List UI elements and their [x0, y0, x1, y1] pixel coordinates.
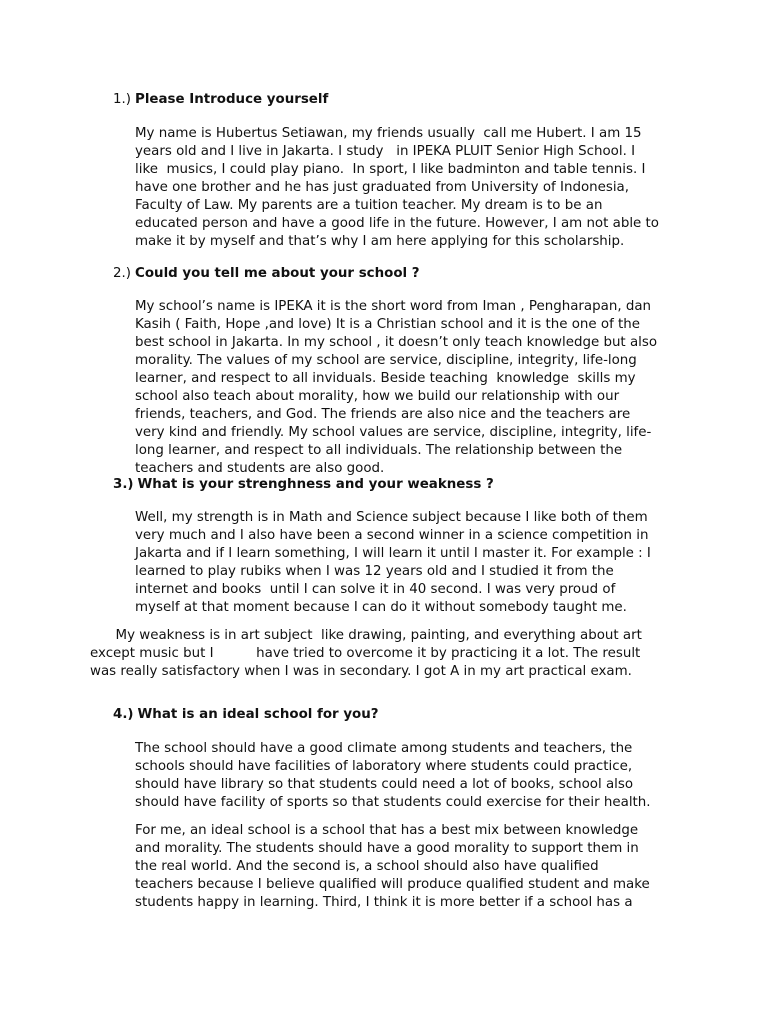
answer-paragraph-3 [135, 509, 651, 617]
question-heading-3 [113, 476, 494, 494]
question-heading-4 [113, 706, 379, 724]
text-line: should have facility of sports so that students could exercise for their health. [135, 795, 651, 810]
answer-paragraph-4a [135, 740, 651, 812]
text-line: students happy in learning. Third, I think it is more better if a school has a [135, 895, 633, 910]
text-line: My school’s name is IPEKA it is the short word from Iman , Pengharapan, dan [135, 299, 652, 314]
text-line: make it by myself and that’s why I am here applying for this scholarship. [135, 234, 625, 249]
text-line: school also teach about morality, how we build our relationship with our [135, 389, 620, 404]
question-title: Please Introduce yourself [135, 92, 329, 107]
question-number: 3.) [113, 477, 134, 492]
text-line: Faculty of Law. My parents are a tuition teacher. My dream is to be an [135, 198, 603, 213]
text-line: Kasih ( Faith, Hope ,and love) It is a Christian school and it is the one of the [135, 317, 641, 332]
text-line: the real world. And the second is, a school should also have qualified [135, 859, 599, 874]
text-line: For me, an ideal school is a school that has a best mix between knowledge [135, 823, 639, 838]
text-line: should have library so that students could need a lot of books, school also [135, 777, 634, 792]
text-line: Jakarta and if I learn something, I will learn it until I master it. For example : I [135, 546, 651, 561]
weakness-paragraph [90, 627, 642, 681]
text-line: learned to play rubiks when I was 12 years old and I studied it from the [135, 564, 614, 579]
text-line: morality. The values of my school are service, discipline, integrity, life-long [135, 353, 637, 368]
text-line: Well, my strength is in Math and Science subject because I like both of them [135, 510, 648, 525]
text-line: very kind and friendly. My school values are service, discipline, integrity, life- [135, 425, 652, 440]
question-title: Could you tell me about your school ? [135, 266, 420, 281]
answer-paragraph-1 [135, 125, 659, 251]
answer-paragraph-2 [135, 298, 657, 478]
text-line: educated person and have a good life in the future. However, I am not able to [135, 216, 659, 231]
text-line: except music but I have tried to overcome it by practicing it a lot. The result [90, 646, 641, 661]
text-line: best school in Jakarta. In my school , it doesn’t only teach knowledge but also [135, 335, 658, 350]
text-line: teachers and students are also good. [135, 461, 385, 476]
text-line: friends, teachers, and God. The friends are also nice and the teachers are [135, 407, 631, 422]
answer-paragraph-4b [135, 822, 650, 912]
question-number: 4.) [113, 707, 134, 722]
text-line: long learner, and respect to all individuals. The relationship between the [135, 443, 623, 458]
text-line: have one brother and he has just graduated from University of Indonesia, [135, 180, 630, 195]
text-line: like musics, I could play piano. In sport, I like badminton and table tennis. I [135, 162, 646, 177]
text-line: My name is Hubertus Setiawan, my friends usually call me Hubert. I am 15 [135, 126, 642, 141]
text-line: The school should have a good climate among students and teachers, the [135, 741, 633, 756]
question-title: What is an ideal school for you? [137, 707, 379, 722]
text-line: years old and I live in Jakarta. I study in IPEKA PLUIT Senior High School. I [135, 144, 636, 159]
text-line: myself at that moment because I can do it without somebody taught me. [135, 600, 627, 615]
question-heading-1 [113, 91, 328, 109]
text-line: learner, and respect to all inviduals. Beside teaching knowledge skills my [135, 371, 636, 386]
text-line: very much and I also have been a second winner in a science competition in [135, 528, 649, 543]
question-heading-2 [113, 265, 420, 283]
text-line: was really satisfactory when I was in secondary. I got A in my art practical exam. [90, 664, 632, 679]
text-line: teachers because I believe qualified will produce qualified student and make [135, 877, 650, 892]
text-line: schools should have facilities of laboratory where students could practice, [135, 759, 633, 774]
text-line: and morality. The students should have a good morality to support them in [135, 841, 639, 856]
question-title: What is your strenghness and your weakness ? [137, 477, 494, 492]
text-line: internet and books until I can solve it in 40 second. I was very proud of [135, 582, 616, 597]
question-number: 1.) [113, 92, 132, 107]
question-number: 2.) [113, 266, 132, 281]
text-line: My weakness is in art subject like drawing, painting, and everything about art [90, 628, 642, 643]
